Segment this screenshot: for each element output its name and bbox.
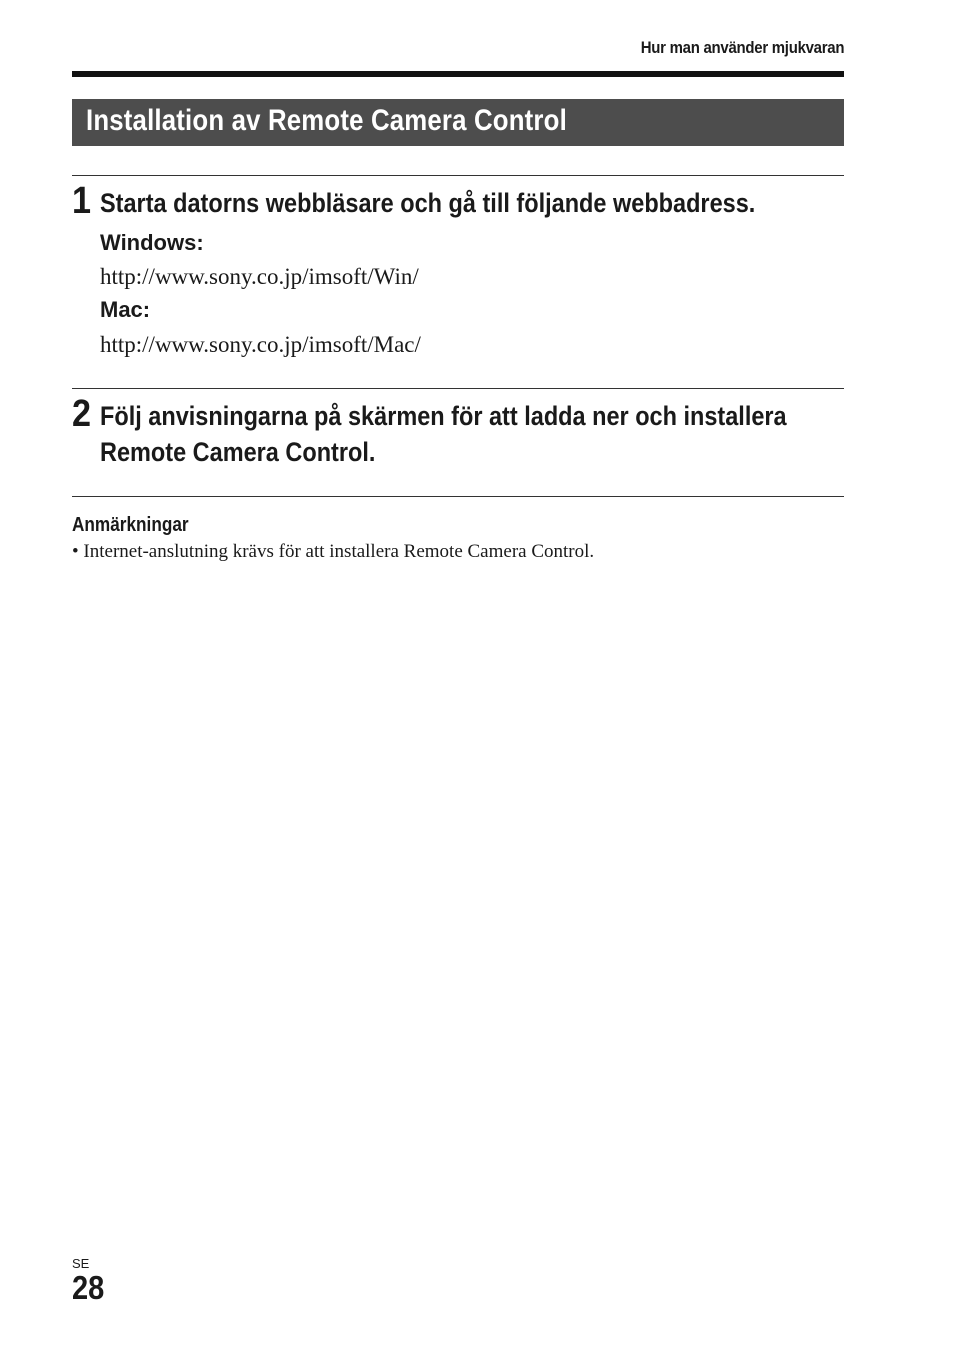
step-2-rule xyxy=(72,388,844,389)
step-1-rule xyxy=(72,175,844,176)
windows-label: Windows: xyxy=(100,230,204,255)
running-head: Hur man använder mjukvaran xyxy=(640,38,844,57)
page-number: 28 xyxy=(72,1269,105,1306)
step-2-text-line-1: Följ anvisningarna på skärmen för att ladda ner och installera xyxy=(100,401,787,431)
step-2-text-line-2: Remote Camera Control. xyxy=(100,437,376,467)
notes-heading: Anmärkningar xyxy=(72,514,189,536)
page-language-code: SE xyxy=(72,1256,90,1271)
step-1-number: 1 xyxy=(72,180,92,222)
section-title: Installation av Remote Camera Control xyxy=(86,104,567,137)
notes-rule xyxy=(72,496,844,497)
top-rule xyxy=(72,71,844,77)
step-1-text: Starta datorns webbläsare och gå till följande webbadress. xyxy=(100,188,756,218)
mac-url: http://www.sony.co.jp/imsoft/Mac/ xyxy=(100,332,421,357)
step-2-number: 2 xyxy=(72,393,92,435)
mac-label: Mac: xyxy=(100,297,151,322)
section-title-bar xyxy=(72,99,844,146)
note-item: • Internet-anslutning krävs för att installera Remote Camera Control. xyxy=(72,541,595,562)
windows-url: http://www.sony.co.jp/imsoft/Win/ xyxy=(100,264,419,289)
